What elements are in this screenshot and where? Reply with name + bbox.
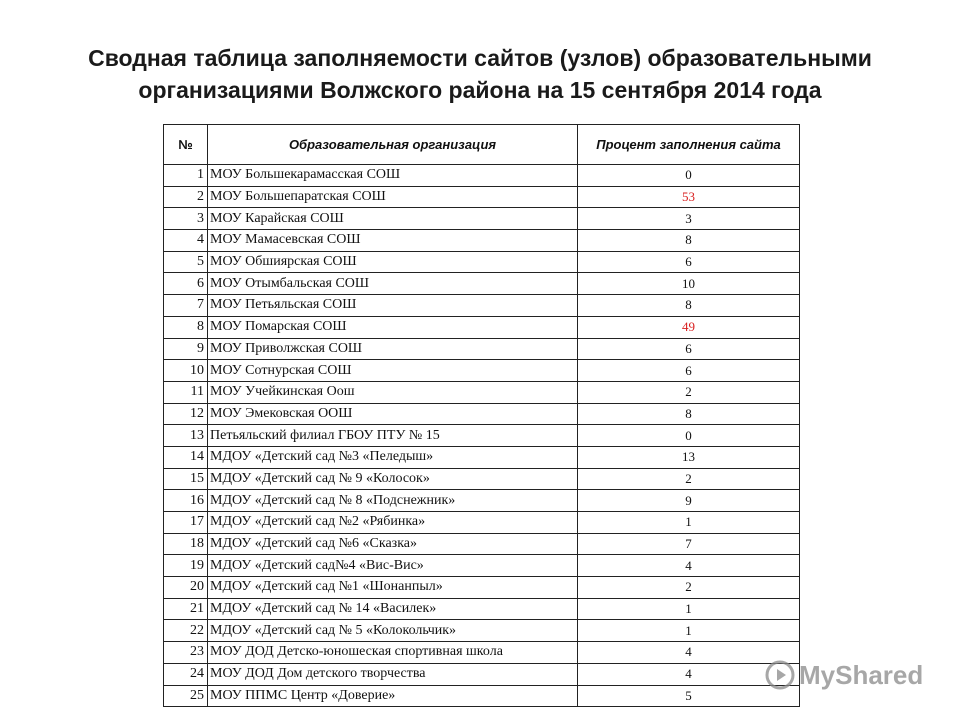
row-organization: МОУ ДОД Дом детского творчества — [208, 663, 578, 685]
table-row — [164, 598, 800, 620]
table-row — [164, 316, 800, 338]
table-row — [164, 251, 800, 273]
row-number: 2 — [164, 186, 208, 208]
row-percent: 0 — [578, 165, 800, 187]
row-organization: МОУ ППМС Центр «Доверие» — [208, 685, 578, 707]
header-number: № — [164, 125, 208, 165]
row-percent: 4 — [578, 642, 800, 664]
table-row — [164, 577, 800, 599]
row-number: 7 — [164, 295, 208, 317]
table-body — [164, 165, 800, 707]
header-percent: Процент заполнения сайта — [578, 125, 800, 165]
row-organization: МОУ Мамасевская СОШ — [208, 230, 578, 252]
watermark — [765, 657, 923, 693]
row-organization: МДОУ «Детский сад № 9 «Колосок» — [208, 468, 578, 490]
row-percent: 4 — [578, 555, 800, 577]
row-number: 5 — [164, 251, 208, 273]
row-percent: 0 — [578, 425, 800, 447]
row-percent: 6 — [578, 251, 800, 273]
table-row — [164, 360, 800, 382]
table-row — [164, 230, 800, 252]
table-row — [164, 425, 800, 447]
row-number: 11 — [164, 381, 208, 403]
row-organization: МОУ Учейкинская Оош — [208, 381, 578, 403]
row-number: 24 — [164, 663, 208, 685]
row-number: 25 — [164, 685, 208, 707]
row-percent: 6 — [578, 338, 800, 360]
table-row — [164, 512, 800, 534]
row-percent: 1 — [578, 598, 800, 620]
row-number: 10 — [164, 360, 208, 382]
row-number: 14 — [164, 446, 208, 468]
row-percent: 4 — [578, 663, 800, 685]
row-number: 4 — [164, 230, 208, 252]
row-organization: МОУ Помарская СОШ — [208, 316, 578, 338]
row-organization: Петьяльский филиал ГБОУ ПТУ № 15 — [208, 425, 578, 447]
row-organization: МДОУ «Детский сад № 14 «Василек» — [208, 598, 578, 620]
table-row — [164, 295, 800, 317]
play-logo-icon — [765, 660, 795, 690]
row-organization: МОУ Карайская СОШ — [208, 208, 578, 230]
table-row — [164, 533, 800, 555]
table-row — [164, 663, 800, 685]
title-line-1: Сводная таблица заполняемости сайтов (узлов) образовательными — [88, 45, 872, 71]
row-percent: 2 — [578, 468, 800, 490]
row-organization: МОУ Отымбальская СОШ — [208, 273, 578, 295]
table-row — [164, 273, 800, 295]
table-row — [164, 165, 800, 187]
row-organization: МДОУ «Детский сад №2 «Рябинка» — [208, 512, 578, 534]
row-number: 13 — [164, 425, 208, 447]
row-organization: МДОУ «Детский сад №6 «Сказка» — [208, 533, 578, 555]
row-number: 15 — [164, 468, 208, 490]
table-row — [164, 555, 800, 577]
row-number: 16 — [164, 490, 208, 512]
row-organization: МОУ Большепаратская СОШ — [208, 186, 578, 208]
table-row — [164, 642, 800, 664]
row-percent: 1 — [578, 512, 800, 534]
row-organization: МОУ Эмековская ООШ — [208, 403, 578, 425]
row-percent: 49 — [578, 316, 800, 338]
row-number: 18 — [164, 533, 208, 555]
row-number: 3 — [164, 208, 208, 230]
row-percent: 7 — [578, 533, 800, 555]
row-number: 22 — [164, 620, 208, 642]
row-organization: МОУ Сотнурская СОШ — [208, 360, 578, 382]
row-organization: МОУ Приволжская СОШ — [208, 338, 578, 360]
table-row — [164, 403, 800, 425]
row-percent: 2 — [578, 381, 800, 403]
row-percent: 8 — [578, 295, 800, 317]
row-percent: 5 — [578, 685, 800, 707]
row-number: 1 — [164, 165, 208, 187]
row-organization: МДОУ «Детский сад № 8 «Подснежник» — [208, 490, 578, 512]
row-number: 21 — [164, 598, 208, 620]
row-percent: 8 — [578, 230, 800, 252]
row-number: 19 — [164, 555, 208, 577]
table-row — [164, 446, 800, 468]
table-row — [164, 468, 800, 490]
page-title — [0, 42, 960, 106]
row-organization: МДОУ «Детский сад №1 «Шонанпыл» — [208, 577, 578, 599]
table-row — [164, 208, 800, 230]
table-row — [164, 381, 800, 403]
table-row — [164, 490, 800, 512]
row-number: 17 — [164, 512, 208, 534]
row-percent: 1 — [578, 620, 800, 642]
row-number: 8 — [164, 316, 208, 338]
row-number: 23 — [164, 642, 208, 664]
table-row — [164, 620, 800, 642]
table-row — [164, 186, 800, 208]
row-percent: 2 — [578, 577, 800, 599]
table-row — [164, 685, 800, 707]
row-organization: МДОУ «Детский сад №3 «Пеледыш» — [208, 446, 578, 468]
row-organization: МДОУ «Детский сад№4 «Вис-Вис» — [208, 555, 578, 577]
row-percent: 53 — [578, 186, 800, 208]
table-row — [164, 338, 800, 360]
row-number: 20 — [164, 577, 208, 599]
row-number: 6 — [164, 273, 208, 295]
row-organization: МДОУ «Детский сад № 5 «Колокольчик» — [208, 620, 578, 642]
row-organization: МОУ ДОД Детско-юношеская спортивная школа — [208, 642, 578, 664]
row-number: 9 — [164, 338, 208, 360]
row-organization: МОУ Обшиярская СОШ — [208, 251, 578, 273]
header-organization: Образовательная организация — [208, 125, 578, 165]
row-percent: 10 — [578, 273, 800, 295]
title-line-2: организациями Волжского района на 15 сентября 2014 года — [138, 77, 822, 103]
row-percent: 6 — [578, 360, 800, 382]
row-number: 12 — [164, 403, 208, 425]
watermark-text: MyShared — [799, 659, 924, 690]
row-percent: 8 — [578, 403, 800, 425]
occupancy-table — [163, 124, 800, 707]
row-percent: 3 — [578, 208, 800, 230]
row-percent: 13 — [578, 446, 800, 468]
row-organization: МОУ Большекарамасская СОШ — [208, 165, 578, 187]
row-organization: МОУ Петьяльская СОШ — [208, 295, 578, 317]
row-percent: 9 — [578, 490, 800, 512]
table-header-row — [164, 125, 800, 165]
